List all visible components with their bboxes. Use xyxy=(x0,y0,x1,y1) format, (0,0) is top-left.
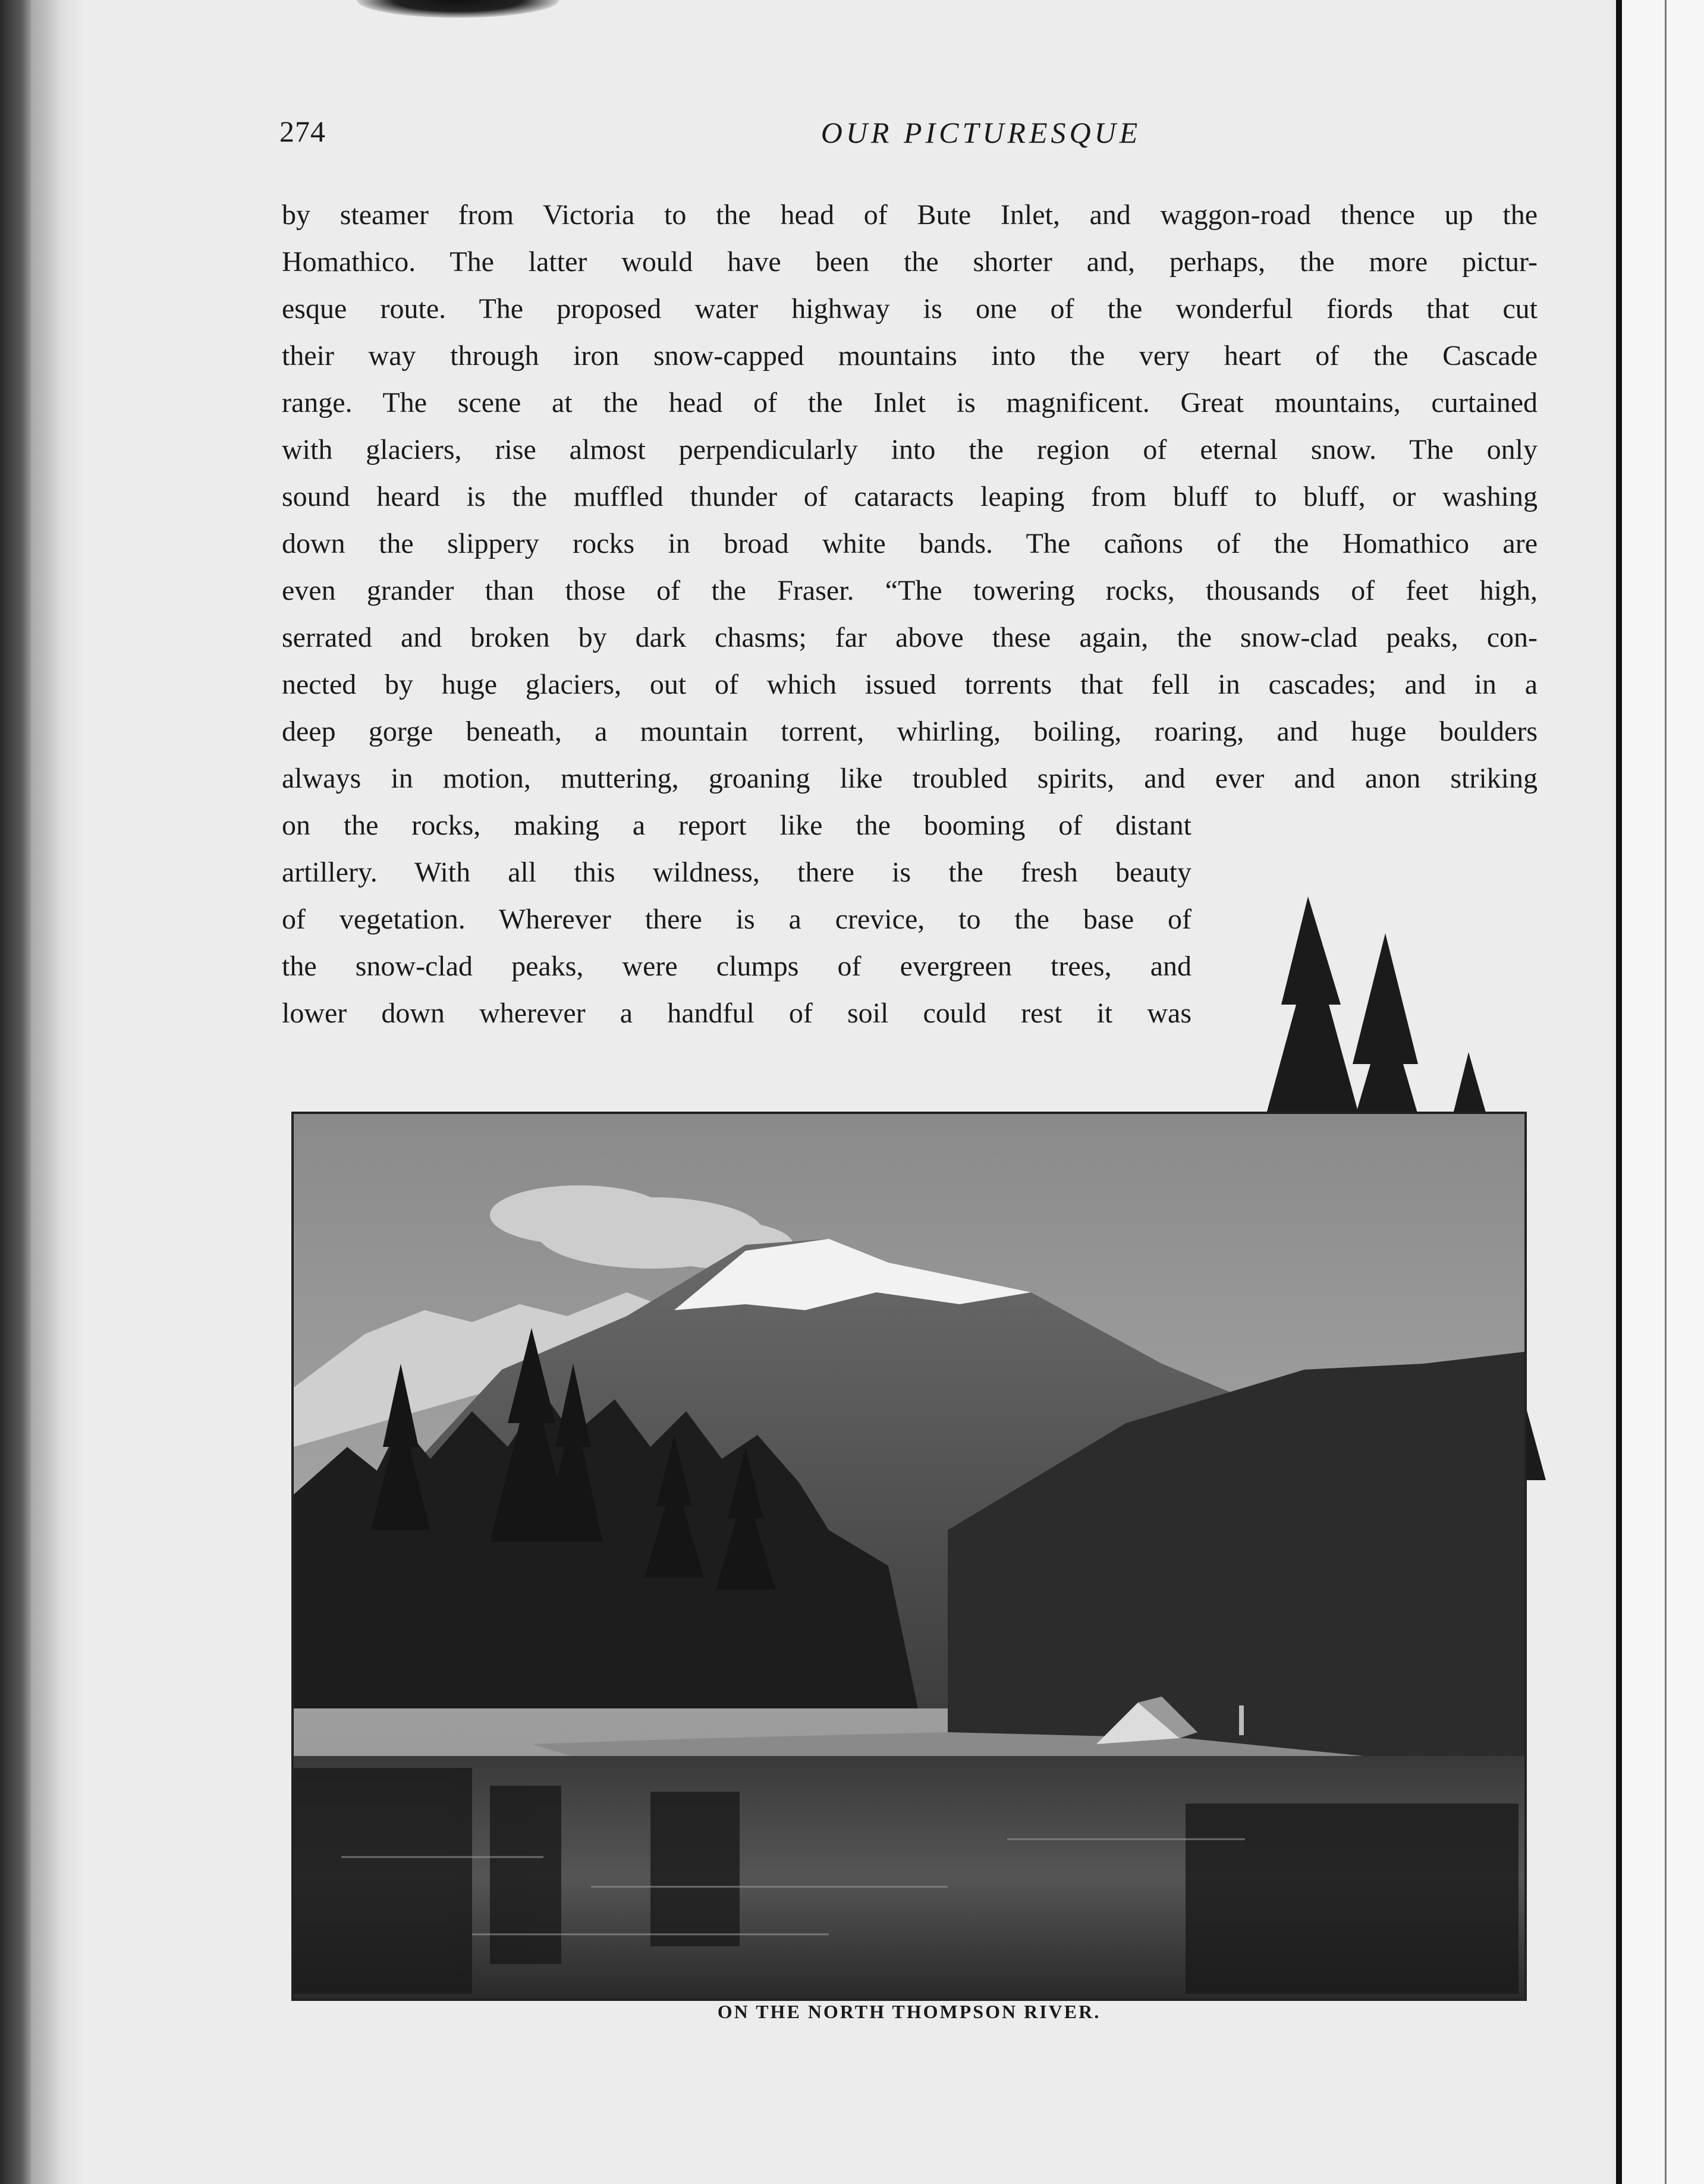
text-line: serrated and broken by dark chasms; far above these again, the snow-clad peaks, con- xyxy=(282,622,1538,653)
text-line: the snow-clad peaks, were clumps of evergreen trees, and xyxy=(282,951,1191,982)
text-line: even grander than those of the Fraser. “The towering rocks, thousands of feet high, xyxy=(282,575,1538,606)
page-header xyxy=(279,114,1540,162)
scan-gutter-fade xyxy=(61,0,84,2184)
page-number: 274 xyxy=(279,115,326,148)
scan-margin-line xyxy=(1665,0,1667,2184)
text-line: always in motion, muttering, groaning like troubled spirits, and ever and anon striking xyxy=(282,763,1538,794)
text-line: on the rocks, making a report like the booming of distant xyxy=(282,810,1191,841)
page-edge-right xyxy=(1616,0,1622,2184)
scan-shadow-left xyxy=(0,0,31,2184)
engraving-illustration xyxy=(291,1112,1527,2001)
text-line: sound heard is the muffled thunder of cataracts leaping from bluff to bluff, or washing xyxy=(282,481,1538,512)
figure-caption: ON THE NORTH THOMPSON RIVER. xyxy=(717,2001,1101,2022)
text-line: with glaciers, rise almost perpendicularly into the region of eternal snow. The only xyxy=(282,434,1538,465)
ink-blot xyxy=(357,0,559,18)
text-line: down the slippery rocks in broad white bands. The cañons of the Homathico are xyxy=(282,528,1538,559)
landscape-engraving xyxy=(294,1114,1524,1999)
scan-margin-right xyxy=(1622,0,1704,2184)
running-head: OUR PICTURESQUE xyxy=(820,116,1142,149)
text-line: esque route. The proposed water highway is one of the wonderful fiords that cut xyxy=(282,293,1538,325)
text-line: Homathico. The latter would have been the shorter and, perhaps, the more pictur- xyxy=(282,246,1538,278)
text-line: artillery. With all this wildness, there is the fresh beauty xyxy=(282,857,1191,888)
text-line: of vegetation. Wherever there is a crevice, to the base of xyxy=(282,904,1191,935)
scan-gutter xyxy=(31,0,61,2184)
text-line: by steamer from Victoria to the head of Bute Inlet, and waggon-road thence up the xyxy=(282,199,1538,231)
text-line: their way through iron snow-capped mountains into the very heart of the Cascade xyxy=(282,340,1538,372)
text-line: nected by huge glaciers, out of which issued torrents that fell in cascades; and in a xyxy=(282,669,1538,700)
text-line: deep gorge beneath, a mountain torrent, whirling, boiling, roaring, and huge boulders xyxy=(282,716,1538,747)
text-line: lower down wherever a handful of soil could rest it was xyxy=(282,997,1191,1029)
text-line: range. The scene at the head of the Inlet is magnificent. Great mountains, curtained xyxy=(282,387,1538,418)
